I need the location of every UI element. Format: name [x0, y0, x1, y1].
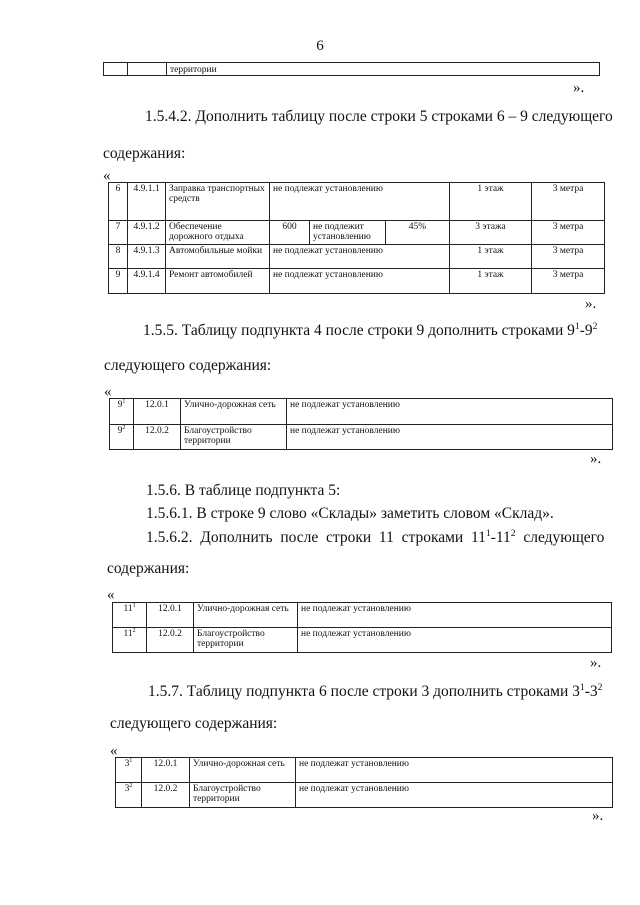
row-code: 12.0.2 — [134, 425, 181, 450]
table-1-5-4-2 — [108, 182, 605, 294]
text-run: 1.5.6.2. Дополнить после строки 11 строками 11 — [146, 529, 486, 546]
row-number-text: 11 — [123, 629, 133, 639]
row-code: 12.0.2 — [147, 628, 194, 653]
row-number-text: 11 — [123, 604, 133, 614]
table-1-5-7 — [115, 757, 613, 808]
table-row — [109, 221, 605, 245]
text-run: -3 — [584, 683, 598, 700]
text-run: -9 — [579, 322, 593, 339]
row-number — [116, 783, 142, 808]
row-code: 12.0.2 — [142, 783, 190, 808]
table-1-5-6-2 — [112, 602, 612, 653]
open-quote: « — [110, 743, 118, 759]
row-code: 4.9.1.2 — [128, 221, 166, 245]
paragraph-1-5-4-2-line1: 1.5.4.2. Дополнить таблицу после строки 5 строками 6 – 9 следующего — [145, 108, 613, 125]
table-row — [113, 628, 612, 653]
row-code: 12.0.1 — [142, 758, 190, 783]
row-height: 3 метра — [532, 245, 605, 269]
paragraph-1-5-5-line2: следующего содержания: — [104, 357, 272, 374]
paragraph-1-5-7-line1 — [148, 683, 602, 702]
row-name: Ремонт автомобилей — [166, 269, 270, 294]
row-value: не подлежат установлению — [270, 245, 450, 269]
row-value: не подлежат установлению — [287, 425, 613, 450]
row-code: 4.9.1.1 — [128, 183, 166, 221]
row-value: не подлежат установлению — [270, 269, 450, 294]
superscript: 2 — [129, 782, 133, 789]
row-setback: не подлежит установлению — [310, 221, 386, 245]
row-number: 6 — [109, 183, 128, 221]
table-row — [109, 269, 605, 294]
row-name: Улично-дорожная сеть — [190, 758, 296, 783]
row-value: не подлежат установлению — [270, 183, 450, 221]
row-number — [116, 758, 142, 783]
row-area: 600 — [270, 221, 310, 245]
page-number: 6 — [316, 38, 324, 54]
superscript: 1 — [132, 602, 136, 609]
row-value: не подлежат установлению — [287, 399, 613, 425]
row-value: не подлежат установлению — [298, 628, 612, 653]
paragraph-1-5-6: 1.5.6. В таблице подпункта 5: — [146, 482, 341, 499]
open-quote: « — [104, 384, 112, 400]
superscript: 1 — [122, 398, 126, 405]
row-value: не подлежат установлению — [296, 783, 613, 808]
row-number: 7 — [109, 221, 128, 245]
row-number-text: 3 — [124, 759, 130, 769]
top-table-fragment — [103, 62, 600, 76]
close-quote: ». — [590, 451, 602, 467]
paragraph-1-5-4-2-line2: содержания: — [103, 145, 186, 162]
paragraph-1-5-5-line1 — [143, 322, 597, 341]
table-row — [109, 245, 605, 269]
row-name: Благоустройство территории — [194, 628, 298, 653]
row-floors: 1 этаж — [450, 183, 532, 221]
row-value: не подлежат установлению — [296, 758, 613, 783]
superscript: 1 — [574, 320, 580, 332]
row-height: 3 метра — [532, 183, 605, 221]
table-row — [116, 783, 613, 808]
row-number — [113, 628, 147, 653]
row-number — [113, 603, 147, 628]
open-quote: « — [103, 168, 111, 184]
row-floors: 1 этаж — [450, 269, 532, 294]
text-run: 1.5.7. Таблицу подпункта 6 после строки 3 дополнить строками 3 — [148, 683, 580, 700]
table-row — [110, 425, 613, 450]
close-quote: ». — [573, 80, 585, 96]
row-code: 4.9.1.3 — [128, 245, 166, 269]
row-code: 12.0.1 — [134, 399, 181, 425]
superscript: 1 — [485, 527, 491, 539]
table-row — [116, 758, 613, 783]
paragraph-1-5-6-1: 1.5.6.1. В строке 9 слово «Склады» заметить словом «Склад». — [146, 505, 554, 522]
close-quote: ». — [592, 808, 604, 824]
row-number-text: 9 — [117, 426, 123, 436]
row-floors: 1 этаж — [450, 245, 532, 269]
table-row — [113, 603, 612, 628]
row-height: 3 метра — [532, 269, 605, 294]
text-run: следующего — [515, 529, 605, 546]
table-cell: территории — [167, 63, 600, 76]
table-row — [110, 399, 613, 425]
row-value: не подлежат установлению — [298, 603, 612, 628]
row-code: 12.0.1 — [147, 603, 194, 628]
row-name: Обеспечение дорожного отдыха — [166, 221, 270, 245]
row-name: Благоустройство территории — [190, 783, 296, 808]
row-number-text: 3 — [124, 784, 130, 794]
text-run: 1.5.5. Таблицу подпункта 4 после строки 9 дополнить строками 9 — [143, 322, 575, 339]
row-floors: 3 этажа — [450, 221, 532, 245]
table-row — [109, 183, 605, 221]
superscript: 1 — [129, 757, 133, 764]
table-row — [104, 63, 600, 76]
row-number: 8 — [109, 245, 128, 269]
paragraph-1-5-7-line2: следующего содержания: — [110, 715, 278, 732]
open-quote: « — [107, 587, 115, 603]
superscript: 1 — [579, 681, 585, 693]
close-quote: ». — [585, 296, 597, 312]
superscript: 2 — [510, 527, 516, 539]
row-percent: 45% — [386, 221, 450, 245]
row-height: 3 метра — [532, 221, 605, 245]
row-number — [110, 399, 134, 425]
row-name: Улично-дорожная сеть — [181, 399, 287, 425]
row-name: Заправка транспортных средств — [166, 183, 270, 221]
row-name: Автомобильные мойки — [166, 245, 270, 269]
row-number — [110, 425, 134, 450]
superscript: 2 — [592, 320, 598, 332]
text-run: -11 — [490, 529, 511, 546]
paragraph-1-5-6-2-line1 — [146, 529, 604, 548]
superscript: 2 — [132, 627, 136, 634]
table-1-5-5 — [109, 398, 613, 450]
row-number-text: 9 — [117, 400, 123, 410]
row-number: 9 — [109, 269, 128, 294]
row-code: 4.9.1.4 — [128, 269, 166, 294]
paragraph-1-5-6-2-line2: содержания: — [107, 560, 190, 577]
superscript: 2 — [597, 681, 603, 693]
row-name: Улично-дорожная сеть — [194, 603, 298, 628]
superscript: 2 — [122, 424, 126, 431]
row-name: Благоустройство территории — [181, 425, 287, 450]
close-quote: ». — [590, 655, 602, 671]
